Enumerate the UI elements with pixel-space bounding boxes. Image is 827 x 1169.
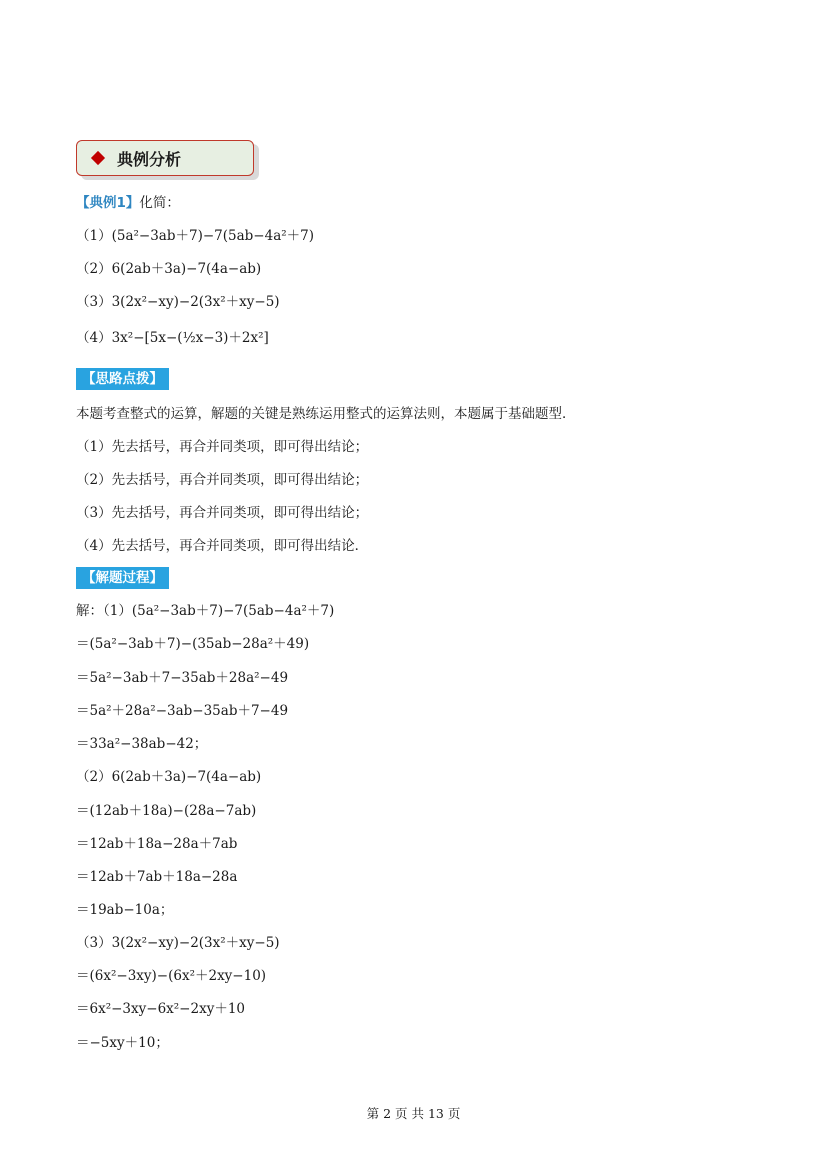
hint-tag: 【思路点拨】 bbox=[76, 368, 169, 390]
hint-item-3: （3）先去括号，再合并同类项，即可得出结论； bbox=[76, 505, 369, 521]
solution-line: ＝33a²−38ab−42； bbox=[76, 736, 208, 752]
solution-line: ＝5a²＋28a²−3ab−35ab＋7−49 bbox=[76, 703, 289, 719]
solution-line: ＝−5xy＋10； bbox=[76, 1035, 169, 1051]
solution-line: ＝12ab＋7ab＋18a−28a bbox=[76, 869, 238, 885]
hint-item-1: （1）先去括号，再合并同类项，即可得出结论； bbox=[76, 439, 369, 455]
hint-item-2: （2）先去括号，再合并同类项，即可得出结论； bbox=[76, 472, 369, 488]
example-heading bbox=[76, 193, 180, 213]
solution-line: ＝6x²−3xy−6x²−2xy＋10 bbox=[76, 1001, 246, 1017]
problem-2: （2）6(2ab＋3a)−7(4a−ab) bbox=[76, 261, 262, 277]
solution-line: （2）6(2ab＋3a)−7(4a−ab) bbox=[76, 769, 262, 785]
solution-line: 解：（1）(5a²−3ab＋7)−7(5ab−4a²＋7) bbox=[76, 603, 335, 619]
solution-line: （3）3(2x²−xy)−2(3x²＋xy−5) bbox=[76, 935, 280, 951]
section-title: 典例分析 bbox=[117, 149, 182, 169]
hint-item-4: （4）先去括号，再合并同类项，即可得出结论． bbox=[76, 538, 369, 554]
solution-line: ＝19ab−10a； bbox=[76, 902, 174, 918]
problem-4: （4）3x²−[5x−(½x−3)＋2x²] bbox=[76, 330, 269, 346]
diamond-bullet-icon bbox=[91, 151, 105, 165]
solution-line: ＝(5a²−3ab＋7)−(35ab−28a²＋49) bbox=[76, 636, 310, 652]
solution-line: ＝12ab＋18a−28a＋7ab bbox=[76, 836, 238, 852]
example-tag: 【典例1】 bbox=[76, 195, 140, 211]
problem-3: （3）3(2x²−xy)−2(3x²＋xy−5) bbox=[76, 294, 280, 310]
solution-line: ＝(12ab＋18a)−(28a−7ab) bbox=[76, 803, 257, 819]
hint-intro: 本题考查整式的运算，解题的关键是熟练运用整式的运算法则，本题属于基础题型． bbox=[76, 406, 576, 422]
example-prompt: 化简： bbox=[139, 195, 180, 211]
solution-line: ＝(6x²−3xy)−(6x²＋2xy−10) bbox=[76, 968, 267, 984]
problem-1: （1）(5a²−3ab＋7)−7(5ab−4a²＋7) bbox=[76, 228, 315, 244]
solution-tag: 【解题过程】 bbox=[76, 567, 169, 589]
solution-line: ＝5a²−3ab＋7−35ab＋28a²−49 bbox=[76, 670, 289, 686]
section-header bbox=[76, 140, 254, 176]
page-footer: 第 2 页 共 13 页 bbox=[366, 1106, 461, 1121]
